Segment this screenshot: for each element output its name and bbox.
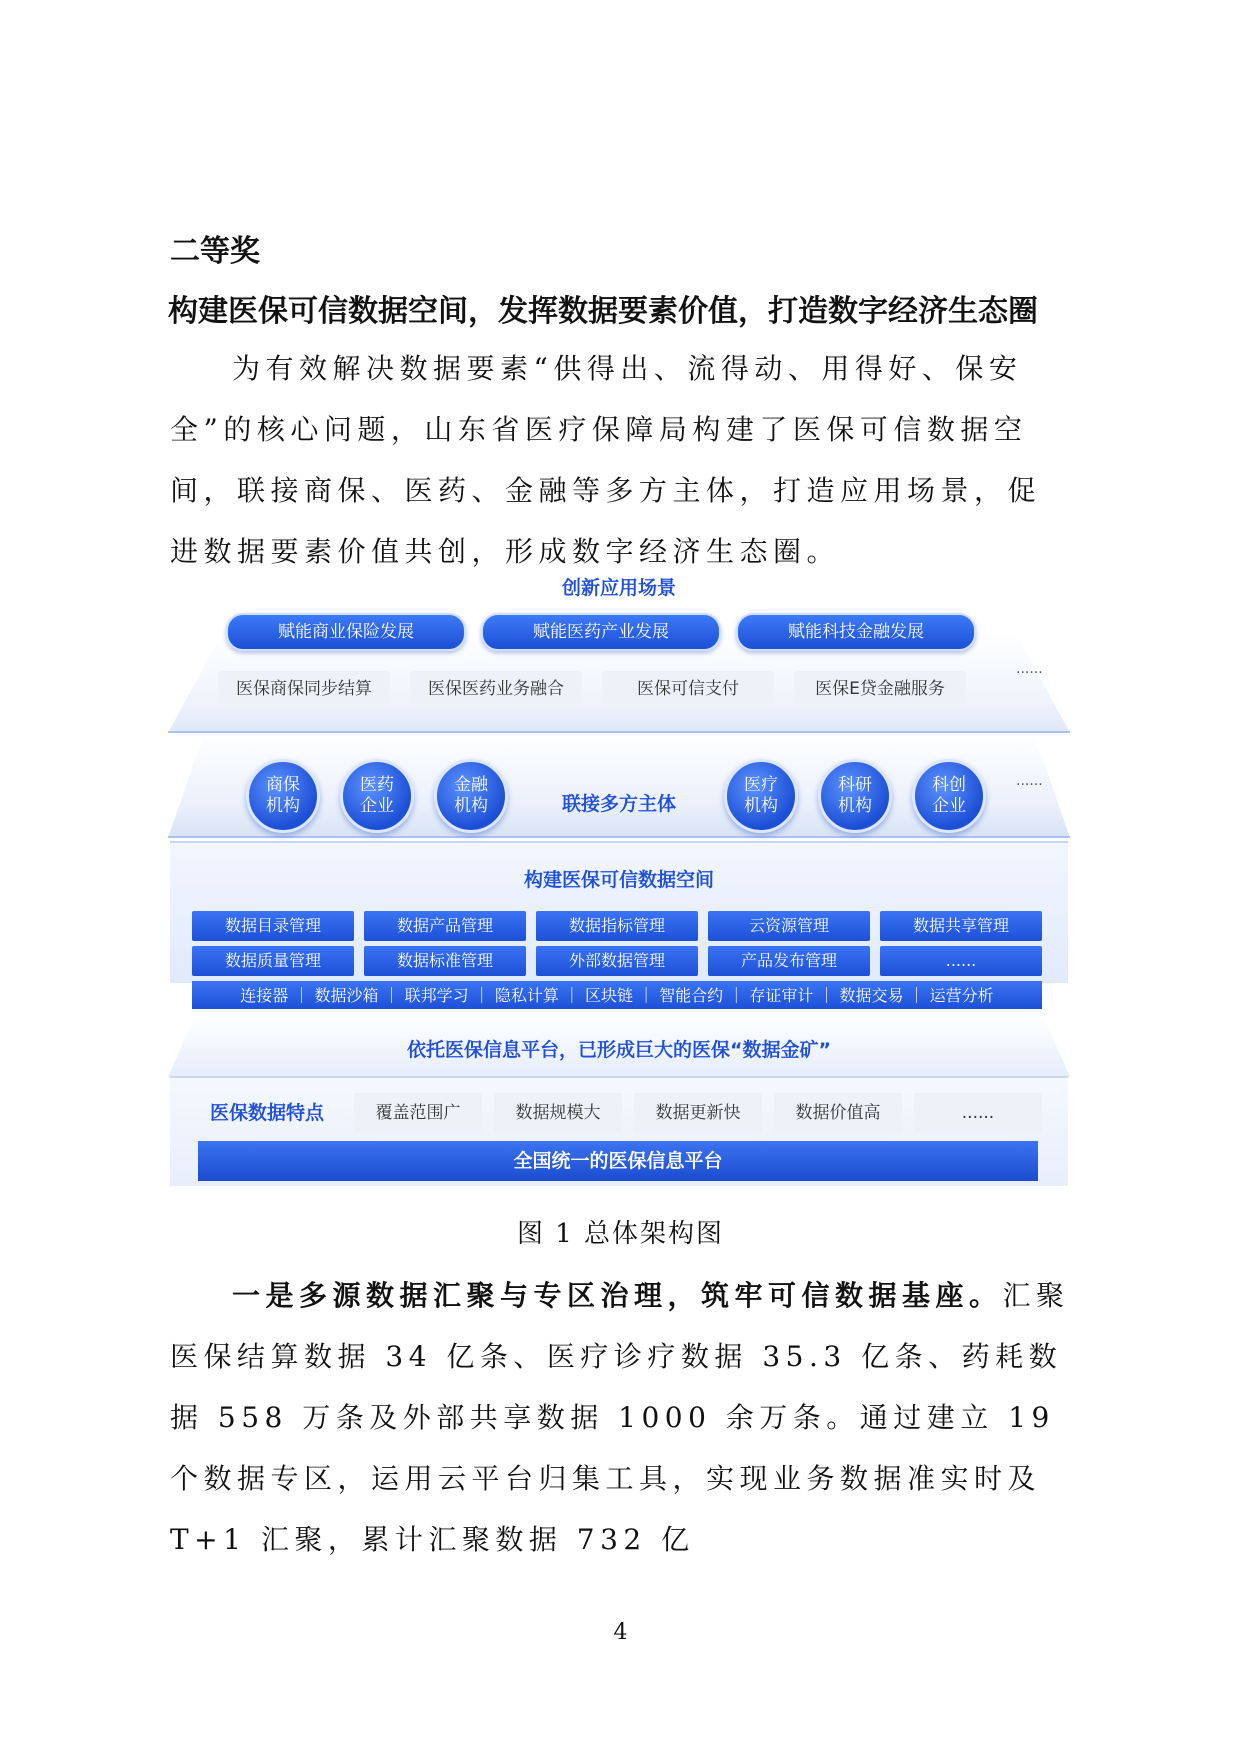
award-heading: 二等奖	[170, 234, 260, 269]
feature-value: 数据价值高	[774, 1093, 902, 1133]
module-release: 产品发布管理	[708, 946, 870, 976]
features-label: 医保数据特点	[210, 1102, 325, 1124]
entity-circle-pharma: 医药 企业	[340, 759, 414, 833]
module-standard: 数据标准管理	[364, 946, 526, 976]
service-tag-4: 医保E贷金融服务	[794, 671, 966, 707]
empower-pill-2: 赋能医药产业发展	[481, 613, 721, 651]
module-product: 数据产品管理	[364, 911, 526, 941]
space-title: 构建医保可信数据空间	[523, 869, 714, 891]
module-catalog: 数据目录管理	[192, 911, 354, 941]
figure-caption: 图 1 总体架构图	[516, 1219, 725, 1249]
feature-update: 数据更新快	[634, 1093, 762, 1133]
feature-more: ......	[914, 1093, 1042, 1133]
entities-band-edge	[168, 836, 1070, 838]
feature-scale: 数据规模大	[494, 1093, 622, 1133]
entity-circle-medical: 医疗 机构	[724, 759, 798, 833]
scene-title: 创新应用场景	[561, 577, 676, 599]
empower-pill-3: 赋能科技金融发展	[736, 613, 976, 651]
body-paragraph	[170, 1265, 1070, 1570]
scene-band-edge	[168, 731, 1070, 733]
connect-title: 联接多方主体	[561, 793, 676, 815]
module-external: 外部数据管理	[536, 946, 698, 976]
base-platform-bar: 全国统一的医保信息平台	[198, 1141, 1038, 1181]
module-quality: 数据质量管理	[192, 946, 354, 976]
module-sharing: 数据共享管理	[880, 911, 1042, 941]
intro-paragraph	[170, 338, 1070, 582]
entity-circle-tech-enterprise: 科创 企业	[912, 759, 986, 833]
entity-circle-research: 科研 机构	[818, 759, 892, 833]
platform-title: 依托医保信息平台，已形成巨大的医保“数据金矿”	[407, 1039, 831, 1061]
service-tag-1: 医保商保同步结算	[218, 671, 390, 707]
empower-pill-1: 赋能商业保险发展	[226, 613, 466, 651]
intro-text: 为有效解决数据要素“供得出、流得动、用得好、保安全”的核心问题，山东省医疗保障局构建了医保可信数据空间，联接商保、医药、金融等多方主体，打造应用场景，促进数据要素价值共创，形成数字经济生态圈。	[170, 352, 1042, 568]
entity-circle-commercial-insurance: 商保 机构	[246, 759, 320, 833]
module-cloud: 云资源管理	[708, 911, 870, 941]
architecture-diagram	[168, 573, 1070, 1185]
entity-circle-finance: 金融 机构	[434, 759, 508, 833]
module-indicator: 数据指标管理	[536, 911, 698, 941]
feature-coverage: 覆盖范围广	[354, 1093, 482, 1133]
service-tag-3: 医保可信支付	[602, 671, 774, 707]
tech-strip: 连接器 ｜ 数据沙箱 ｜ 联邦学习 ｜ 隐私计算 ｜ 区块链 ｜ 智能合约 ｜ 存证审计 ｜ 数据交易 ｜ 运营分析	[192, 981, 1042, 1009]
module-more: ......	[880, 946, 1042, 976]
entities-more: ......	[1016, 773, 1043, 789]
body-text: 汇聚医保结算数据 34 亿条、医疗诊疗数据 35.3 亿条、药耗数据 558 万条及外部共享数据 1000 余万条。通过建立 19 个数据专区，运用云平台归集工具，实现业务数据准实时及 T+1 汇聚，累计汇聚数据 732 亿	[170, 1279, 1070, 1556]
section-title: 构建医保可信数据空间，发挥数据要素价值，打造数字经济生态圈	[168, 294, 1038, 329]
page-number: 4	[613, 1620, 628, 1645]
service-tag-2: 医保医药业务融合	[410, 671, 582, 707]
services-more: ......	[1016, 661, 1043, 677]
body-lead: 一是多源数据汇聚与专区治理，筑牢可信数据基座。	[232, 1279, 1003, 1312]
